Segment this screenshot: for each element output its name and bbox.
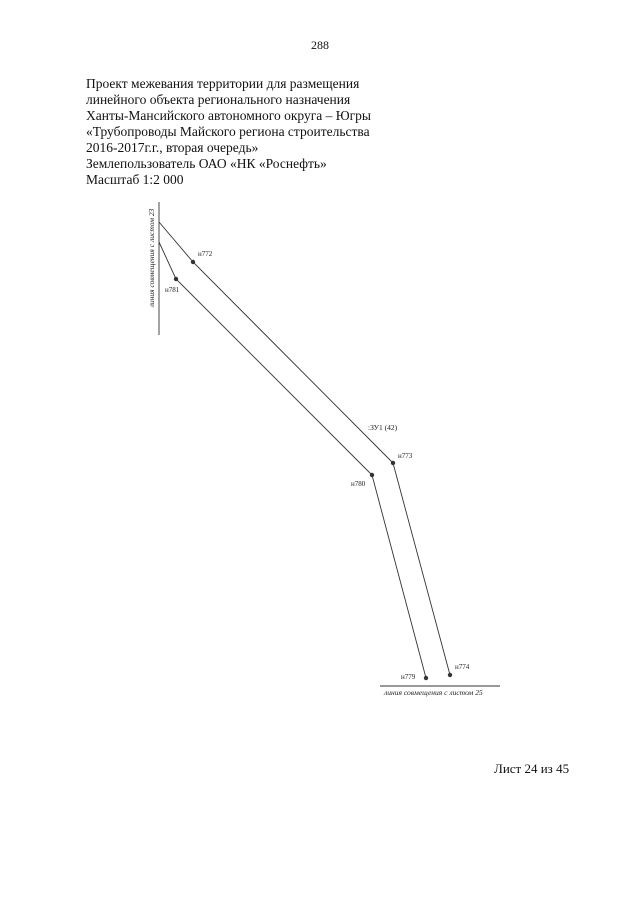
point-label-n772: н772 — [198, 250, 213, 258]
point-label-n780: н780 — [351, 480, 366, 488]
survey-point-n774 — [448, 673, 452, 677]
land-plot-label: :ЗУ1 (42) — [368, 423, 398, 432]
header-line-4: «Трубопроводы Майского региона строительства — [86, 124, 370, 139]
survey-point-n779 — [424, 676, 428, 680]
header-line-7: Масштаб 1:2 000 — [86, 172, 184, 187]
point-label-n779: н779 — [401, 673, 416, 681]
header-line-2: линейного объекта регионального назначения — [86, 92, 351, 107]
header-line-3: Ханты-Мансийского автономного округа – Югры — [86, 108, 371, 123]
match-line-top-label: линия совмещения с листом 23 — [147, 208, 156, 308]
header-line-6: Землепользователь ОАО «НК «Роснефть» — [86, 156, 327, 171]
point-label-n773: н773 — [398, 452, 413, 460]
sheet-number: Лист 24 из 45 — [494, 761, 570, 776]
survey-point-n780 — [370, 473, 374, 477]
header-line-1: Проект межевания территории для размещения — [86, 76, 360, 91]
match-line-bottom-label: линия совмещения с листом 25 — [384, 688, 483, 697]
point-label-n781: н781 — [165, 286, 180, 294]
survey-point-n773 — [391, 461, 395, 465]
corridor-boundary-upper — [159, 222, 450, 675]
survey-point-n772 — [191, 260, 195, 264]
point-label-n774: н774 — [455, 663, 470, 671]
corridor-boundary-lower — [159, 242, 426, 678]
page-number: 288 — [311, 38, 329, 52]
header-line-5: 2016-2017г.г., вторая очередь» — [86, 140, 259, 155]
survey-point-n781 — [174, 277, 178, 281]
